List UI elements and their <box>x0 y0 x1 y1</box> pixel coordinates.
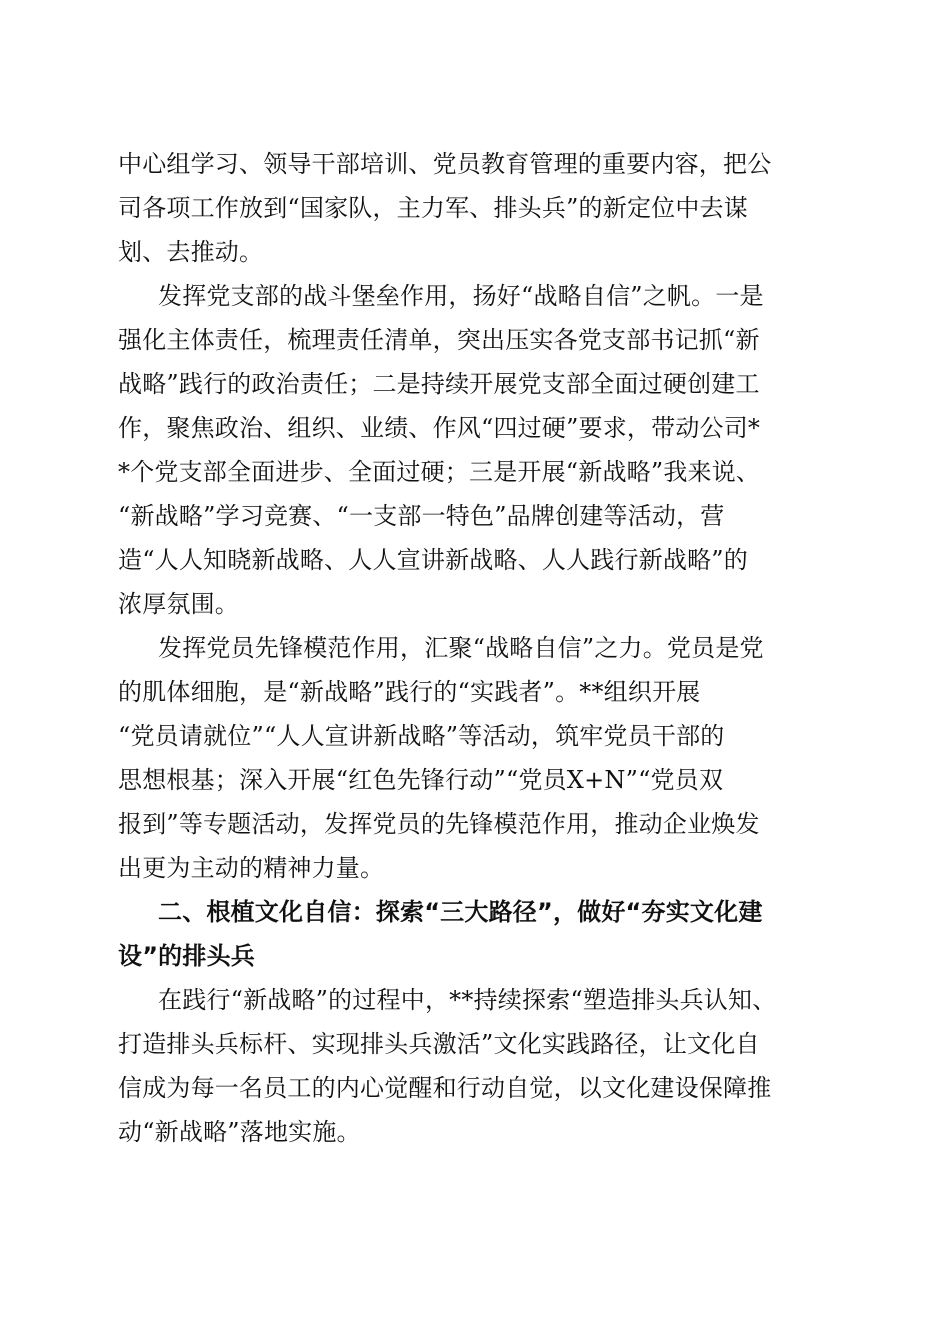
heading-line: 二、根植文化自信：探索“三大路径”，做好“夯实文化建 <box>158 898 763 926</box>
heading-line: 设”的排头兵 <box>118 942 255 970</box>
text-line: 在践行“新战略”的过程中，**持续探索“塑造排头兵认知、 <box>158 986 777 1014</box>
text-line: *个党支部全面进步、全面过硬；三是开展“新战略”我来说、 <box>118 458 761 486</box>
text-line: 动“新战略”落地实施。 <box>118 1118 361 1146</box>
paragraph-culture <box>118 978 824 1154</box>
text-line: 发挥党员先锋模范作用，汇聚“战略自信”之力。党员是党 <box>158 634 764 662</box>
text-line: 中心组学习、领导干部培训、党员教育管理的重要内容，把公 <box>118 150 772 178</box>
text-line: 造“人人知晓新战略、人人宣讲新战略、人人践行新战略”的 <box>118 546 748 574</box>
text-line: “新战略”学习竞赛、“一支部一特色”品牌创建等活动，营 <box>118 502 725 530</box>
paragraph-continuation <box>118 142 824 274</box>
text-line: 作，聚焦政治、组织、业绩、作风“四过硬”要求，带动公司* <box>118 414 761 442</box>
text-line: 思想根基；深入开展“红色先锋行动”“党员X+N”“党员双 <box>118 766 724 794</box>
text-line: 的肌体细胞，是“新战略”践行的“实践者”。**组织开展 <box>118 678 701 706</box>
text-line: 打造排头兵标杆、实现排头兵激活”文化实践路径，让文化自 <box>118 1030 760 1058</box>
text-line: 出更为主动的精神力量。 <box>118 854 385 882</box>
text-line: 强化主体责任，梳理责任清单，突出压实各党支部书记抓“新 <box>118 326 760 354</box>
paragraph-party-branch <box>118 274 824 626</box>
paragraph-party-members <box>118 626 824 890</box>
text-line: 发挥党支部的战斗堡垒作用，扬好“战略自信”之帆。一是 <box>158 282 764 310</box>
text-line: 浓厚氛围。 <box>118 590 239 618</box>
text-line: 信成为每一名员工的内心觉醒和行动自觉，以文化建设保障推 <box>118 1074 772 1102</box>
section-heading <box>118 890 824 978</box>
text-line: 战略”践行的政治责任；二是持续开展党支部全面过硬创建工 <box>118 370 760 398</box>
document-page <box>118 142 824 1154</box>
text-line: “党员请就位”“人人宣讲新战略”等活动，筑牢党员干部的 <box>118 722 725 750</box>
text-line: 司各项工作放到“国家队，主力军、排头兵”的新定位中去谋 <box>118 194 748 222</box>
text-line: 划、去推动。 <box>118 238 264 266</box>
text-line: 报到”等专题活动，发挥党员的先锋模范作用，推动企业焕发 <box>118 810 760 838</box>
